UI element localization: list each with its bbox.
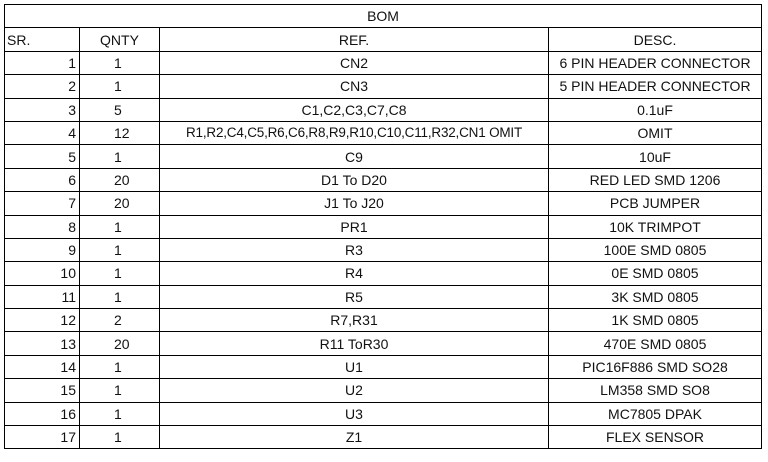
cell-desc: OMIT [549,121,762,144]
cell-ref: R7,R31 [160,309,549,332]
cell-sr: 17 [5,426,80,449]
cell-ref: Z1 [160,426,549,449]
cell-sr: 5 [5,145,80,168]
table-row [5,355,762,378]
cell-ref: U1 [160,355,549,378]
title-row [5,5,762,28]
cell-sr: 1 [5,51,80,74]
cell-desc: RED LED SMD 1206 [549,168,762,191]
table-row [5,121,762,144]
cell-desc: LM358 SMD SO8 [549,379,762,402]
table-row [5,309,762,332]
table-row [5,75,762,98]
table-row [5,262,762,285]
cell-qnty: 1 [80,402,160,425]
cell-desc: 10K TRIMPOT [549,215,762,238]
cell-desc: FLEX SENSOR [549,426,762,449]
cell-ref: D1 To D20 [160,168,549,191]
cell-desc: 6 PIN HEADER CONNECTOR [549,51,762,74]
column-header-desc: DESC. [549,28,762,51]
cell-qnty: 1 [80,75,160,98]
cell-qnty: 20 [80,192,160,215]
table-row [5,215,762,238]
table-row [5,168,762,191]
cell-qnty: 1 [80,355,160,378]
cell-ref: R3 [160,238,549,261]
cell-qnty: 1 [80,215,160,238]
cell-qnty: 1 [80,238,160,261]
cell-sr: 13 [5,332,80,355]
table-row [5,51,762,74]
cell-ref: C9 [160,145,549,168]
cell-qnty: 12 [80,121,160,144]
cell-desc: MC7805 DPAK [549,402,762,425]
cell-desc: 3K SMD 0805 [549,285,762,308]
cell-sr: 15 [5,379,80,402]
cell-sr: 10 [5,262,80,285]
bom-table [4,4,762,449]
cell-ref: J1 To J20 [160,192,549,215]
cell-ref: C1,C2,C3,C7,C8 [160,98,549,121]
cell-qnty: 1 [80,426,160,449]
cell-ref: PR1 [160,215,549,238]
table-row [5,145,762,168]
cell-ref: U2 [160,379,549,402]
cell-sr: 9 [5,238,80,261]
cell-sr: 4 [5,121,80,144]
table-row [5,332,762,355]
table-title: BOM [5,5,762,28]
cell-sr: 11 [5,285,80,308]
cell-desc: 0.1uF [549,98,762,121]
cell-ref: CN3 [160,75,549,98]
cell-qnty: 1 [80,379,160,402]
cell-sr: 16 [5,402,80,425]
cell-qnty: 5 [80,98,160,121]
table-row [5,426,762,449]
table-row [5,285,762,308]
cell-qnty: 2 [80,309,160,332]
cell-sr: 6 [5,168,80,191]
cell-qnty: 20 [80,332,160,355]
cell-desc: 5 PIN HEADER CONNECTOR [549,75,762,98]
cell-qnty: 1 [80,145,160,168]
cell-ref: CN2 [160,51,549,74]
cell-desc: 470E SMD 0805 [549,332,762,355]
cell-desc: 1K SMD 0805 [549,309,762,332]
column-header-qnty: QNTY [80,28,160,51]
cell-ref: U3 [160,402,549,425]
cell-sr: 7 [5,192,80,215]
column-header-sr: SR. [5,28,80,51]
cell-sr: 8 [5,215,80,238]
cell-sr: 3 [5,98,80,121]
cell-ref: R4 [160,262,549,285]
cell-desc: 10uF [549,145,762,168]
cell-qnty: 1 [80,285,160,308]
header-row [5,28,762,51]
cell-qnty: 20 [80,168,160,191]
cell-qnty: 1 [80,262,160,285]
table-row [5,238,762,261]
cell-sr: 12 [5,309,80,332]
cell-ref: R5 [160,285,549,308]
table-row [5,192,762,215]
column-header-ref: REF. [160,28,549,51]
table-row [5,379,762,402]
cell-desc: PIC16F886 SMD SO28 [549,355,762,378]
cell-desc: PCB JUMPER [549,192,762,215]
cell-ref: R11 ToR30 [160,332,549,355]
cell-sr: 2 [5,75,80,98]
cell-desc: 100E SMD 0805 [549,238,762,261]
cell-desc: 0E SMD 0805 [549,262,762,285]
table-row [5,98,762,121]
cell-sr: 14 [5,355,80,378]
cell-ref: R1,R2,C4,C5,R6,C6,R8,R9,R10,C10,C11,R32,CN1 OMIT [160,121,549,144]
cell-qnty: 1 [80,51,160,74]
table-row [5,402,762,425]
